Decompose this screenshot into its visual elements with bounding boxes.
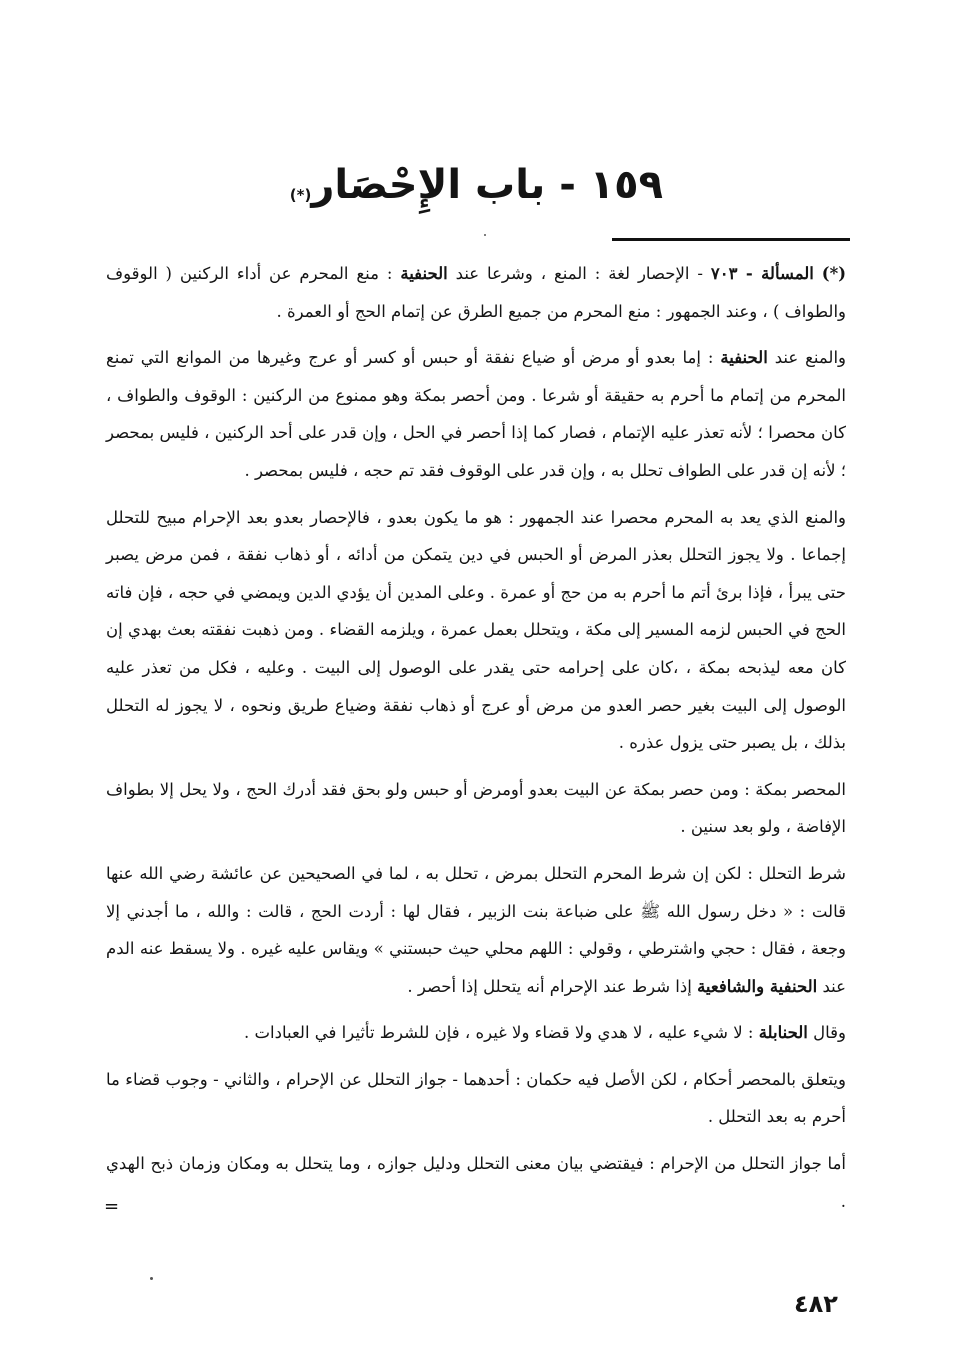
paragraph-4-term: الحنفية والشافعية bbox=[697, 976, 818, 996]
footnote-text-1: - الإحصار لغة : المنع ، وشرعا عند bbox=[455, 264, 703, 283]
chapter-number: ١٥٩ bbox=[589, 162, 663, 208]
paragraph-permissibility: أما جواز التحلل من الإحرام : فيقتضي بيان معنى التحلل ودليل جوازه ، وما يتحلل به ومكان وزمان ذبح الهدي . bbox=[106, 1154, 846, 1211]
paragraph-hanafi-prevention bbox=[106, 339, 846, 489]
paragraph-5-lead: وقال bbox=[813, 1023, 846, 1043]
paragraph-5-term: الحنابلة bbox=[758, 1023, 808, 1043]
footnote-paragraph bbox=[106, 255, 846, 330]
paragraph-4-text-b: إذا شرط عند الإحرام أنه يتحلل إذا أحصر . bbox=[407, 976, 692, 996]
footnote-text-2: : منع المحرم عن أداء الركنين ( الوقوف والطواف ) ، وعند الجمهور : منع المحرم من جميع الطرق عن إتمام الحج أو العمرة . bbox=[106, 264, 846, 321]
paragraph-1-term: الحنفية bbox=[720, 348, 768, 368]
scan-speck bbox=[150, 1277, 153, 1280]
issue-label: المسألة - ٧٠٣ bbox=[710, 264, 814, 283]
chapter-heading bbox=[263, 150, 663, 220]
paragraph-5-text: : لا شيء عليه ، لا هدي ولا قضاء ولا غيره ، فإن للشرط تأثيرا في العبادات . bbox=[244, 1023, 754, 1043]
paragraph-4-text-a: شرط التحلل : لكن إن شرط المحرم التحلل بمرض ، تحلل به ، لما في الصحيحين عن عائشة رضي الله عنها قالت : « دخل رسول الله ﷺ على ضباعة بنت الزبير ، فقال لها : أردت الحج ، قالت : والله ، ما أجدني إلا وجعة ، فقال : حجي واشترطي ، وقولي : اللهم محلي حيث حبستني » ويقاس عليه غيره . ولا يسقط عنه الدم عند bbox=[106, 863, 846, 996]
paragraph-majority-view: والمنع الذي يعد به المحرم محصرا عند الجمهور : هو ما يكون بعدو ، فالإحصار بعدو بعد الإحرام مبيح للتحلل إجماعا . ولا يجوز التحلل بعذر المرض أو الحبس في دين يتمكن من أدائه ، أو ذهاب نفقة ، فمن مرض يصبر حتى يبرأ ، فإذا برئ أتم ما أحرم به من حج أو عمرة . وعلى المدين أن يؤدي الدين ويمضي في حجه ، فإن فاته الحج في الحبس لزمه المسير إلى مكة ، ويتحلل بعمل عمرة ، ويلزمه القضاء . ومن ذهبت نفقته بعث بهدي إن كان معه ليذبحه بمكة ، ،كان على إحرامه حتى يقدر على الوصول إلى البيت . وعليه ، فكل من تعذر عليه الوصول إلى البيت بغير حصر العدو من مرض أو عرج أو ذهاب نفقة وضياع طريق ونحوه ، لا يجوز له التحلل بذلك ، بل يصبر حتى يزول عذره . bbox=[106, 507, 846, 753]
heading-footnote-mark: (*) bbox=[289, 186, 312, 204]
chapter-title: باب الإِحْصَار bbox=[311, 162, 546, 208]
paragraph-hanbali-view bbox=[106, 1014, 846, 1052]
scan-speck bbox=[484, 234, 486, 236]
paragraph-1-text: : إما بعدو أو مرض أو ضياع نفقة أو حبس أو كسر أو عرج وغيرها من الموانع التي تمنع المحرم من إتمام ما أحرم به حقيقة أو شرعا . ومن أحصر بمكة وهو ممنوع من الركنين : الوقوف والطواف ، كان محصرا ؛ لأنه تعذر عليه الإتمام ، فصار كما إذا أحصر في الحل ، وإن قدر على أحد الركنين ، فليس بمحصر ؛ لأنه إن قدر على الطواف تحلل به ، وإن قدر على الوقوف فقد تم حجه ، فليس بمحصر . bbox=[106, 348, 846, 480]
continuation-mark: = bbox=[104, 1196, 120, 1217]
heading-separator: - bbox=[559, 162, 576, 208]
page-body bbox=[106, 255, 846, 1229]
page-number: ٤٨٢ bbox=[794, 1290, 838, 1318]
hanafiyya-term: الحنفية bbox=[400, 264, 448, 283]
paragraph-1-lead: والمنع عند bbox=[774, 348, 846, 368]
footnote-mark: (*) bbox=[821, 264, 847, 283]
paragraph-besieged-in-mecca: المحصر بمكة : ومن حصر بمكة عن البيت بعدو أومرض أو حبس ولو بحق فقد أدرك الحج ، ولا يحل إلا بطواف الإفاضة ، ولو بعد سنين . bbox=[106, 779, 846, 837]
heading-rule bbox=[612, 238, 850, 241]
paragraph-condition-of-release bbox=[106, 855, 846, 1005]
paragraph-rulings: ويتعلق بالمحصر أحكام ، لكن الأصل فيه حكمان : أحدهما - جواز التحلل عن الإحرام ، والثاني - وجوب قضاء ما أحرم به بعد التحلل . bbox=[106, 1069, 846, 1127]
